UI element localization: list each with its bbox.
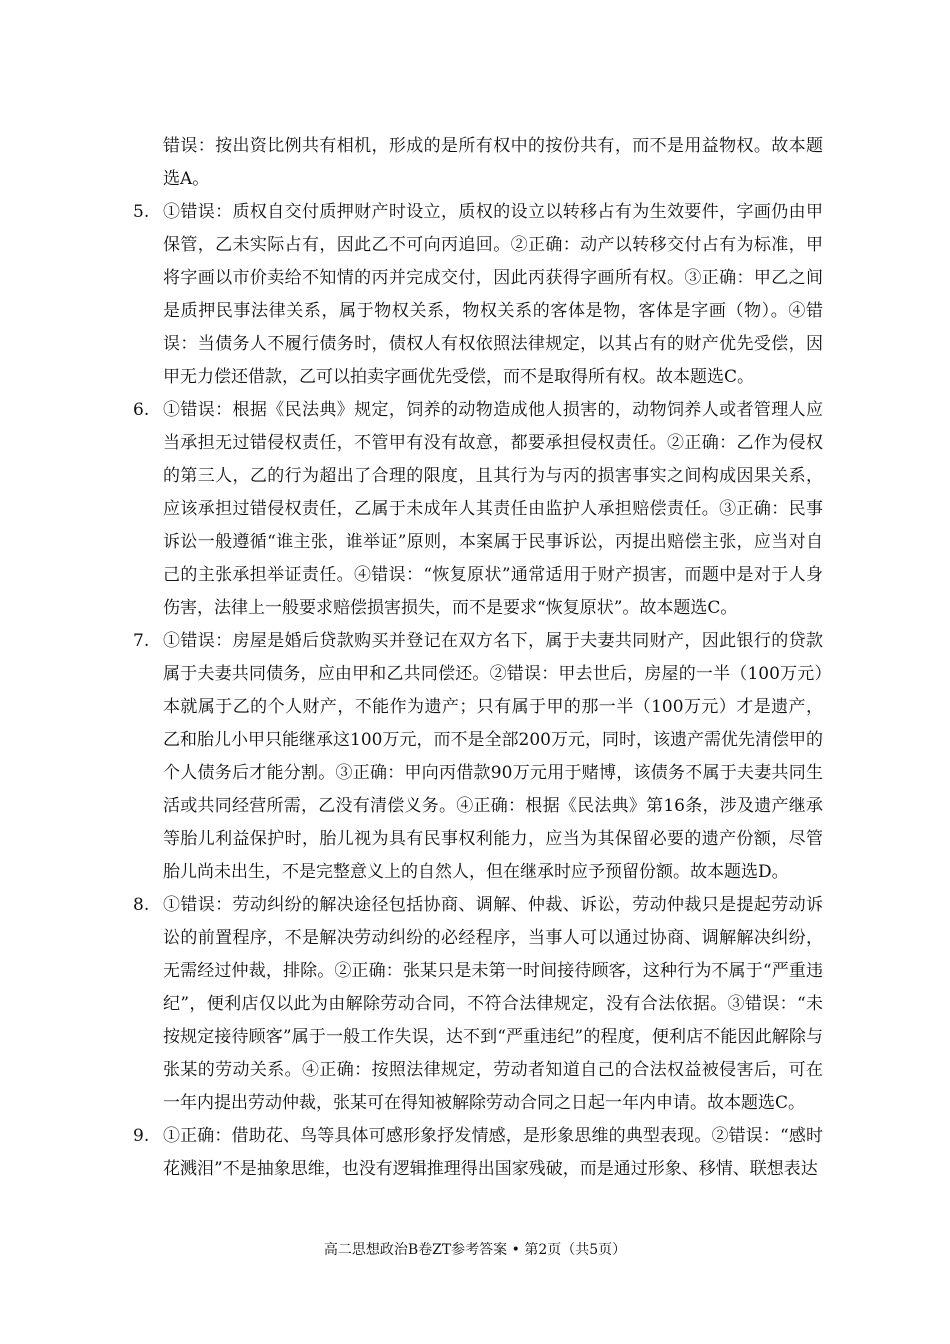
- item-number: 9.: [133, 1126, 150, 1146]
- page-footer: 高二思想政治B卷ZT参考答案 • 第2页（共5页）: [323, 1242, 627, 1258]
- answer-item-8: [133, 889, 823, 1120]
- item-explanation: ①错误：根据《民法典》规定，饲养的动物造成他人损害的，动物饲养人或者管理人应当承担无过错侵权责任，不管甲有没有故意，都要承担侵权责任。②正确：乙作为侵权的第三人，乙的行为超出了合理的限度，且其行为与丙的损害事实之间构成因果关系，应该承担过错侵权责任，乙属于未成年人其责任由监护人承担赔偿责任。③正确：民事诉讼一般遵循“谁主张，谁举证”原则，本案属于民事诉讼，丙提出赔偿主张，应当对自己的主张承担举证责任。④错误：“恢复原状”通常适用于财产损害，而题中是对于人身伤害，法律上一般要求赔偿损害损失，而不是要求“恢复原状”。故本题选C。: [163, 400, 823, 618]
- answer-item-7: [133, 625, 823, 889]
- item-explanation: ①错误：质权自交付质押财产时设立，质权的设立以转移占有为生效要件，字画仍由甲保管，乙未实际占有，因此乙不可向丙追回。②正确：动产以转移交付占有为标准，甲将字画以市价卖给不知情的丙并完成交付，因此丙获得字画所有权。③正确：甲乙之间是质押民事法律关系，属于物权关系，物权关系的客体是物，客体是字画（物）。④错误：当债务人不履行债务时，债权人有权依照法律规定，以其占有的财产优先受偿，因甲无力偿还借款，乙可以拍卖字画优先受偿，而不是取得所有权。故本题选C。: [163, 202, 823, 387]
- answer-item-5: [133, 196, 823, 394]
- item-explanation: ①正确：借助花、鸟等具体可感形象抒发情感，是形象思维的典型表现。②错误：“感时花溅泪”不是抽象思维，也没有逻辑推理得出国家残破，而是通过形象、移情、联想表达: [163, 1126, 823, 1179]
- continuation-paragraph: 错误：按出资比例共有相机，形成的是所有权中的按份共有，而不是用益物权。故本题选A。: [163, 136, 823, 189]
- answer-item-6: [133, 394, 823, 625]
- item-number: 6.: [133, 400, 150, 420]
- item-explanation: ①错误：房屋是婚后贷款购买并登记在双方名下，属于夫妻共同财产，因此银行的贷款属于夫妻共同债务，应由甲和乙共同偿还。②错误：甲去世后，房屋的一半（100万元）本就属于乙的个人财产，不能作为遗产；只有属于甲的那一半（100万元）才是遗产，乙和胎儿小甲只能继承这100万元，而不是全部200万元，同时，该遗产需优先清偿甲的个人债务后才能分割。③正确：甲向丙借款90万元用于赌博，该债务不属于夫妻共同生活或共同经营所需，乙没有清偿义务。④正确：根据《民法典》第16条，涉及遗产继承等胎儿利益保护时，胎儿视为具有民事权利能力，应当为其保留必要的遗产份额，尽管胎儿尚未出生，不是完整意义上的自然人，但在继承时应予预留份额。故本题选D。: [163, 631, 823, 882]
- item-number: 5.: [133, 202, 150, 222]
- item-number: 7.: [133, 631, 150, 651]
- answer-item-9: [133, 1120, 823, 1186]
- item-explanation: ①错误：劳动纠纷的解决途径包括协商、调解、仲裁、诉讼，劳动仲裁只是提起劳动诉讼的前置程序，不是解决劳动纠纷的必经程序，当事人可以通过协商、调解解决纠纷，无需经过仲裁，排除。②正确：张某只是未第一时间接待顾客，这种行为不属于“严重违纪”，便利店仅以此为由解除劳动合同，不符合法律规定，没有合法依据。③错误：“未按规定接待顾客”属于一般工作失误，达不到“严重违纪”的程度，便利店不能因此解除与张某的劳动关系。④正确：按照法律规定，劳动者知道自己的合法权益被侵害后，可在一年内提出劳动仲裁，张某可在得知被解除劳动合同之日起一年内申请。故本题选C。: [163, 895, 823, 1113]
- answer-content: [133, 130, 823, 1186]
- item-number: 8.: [133, 895, 150, 915]
